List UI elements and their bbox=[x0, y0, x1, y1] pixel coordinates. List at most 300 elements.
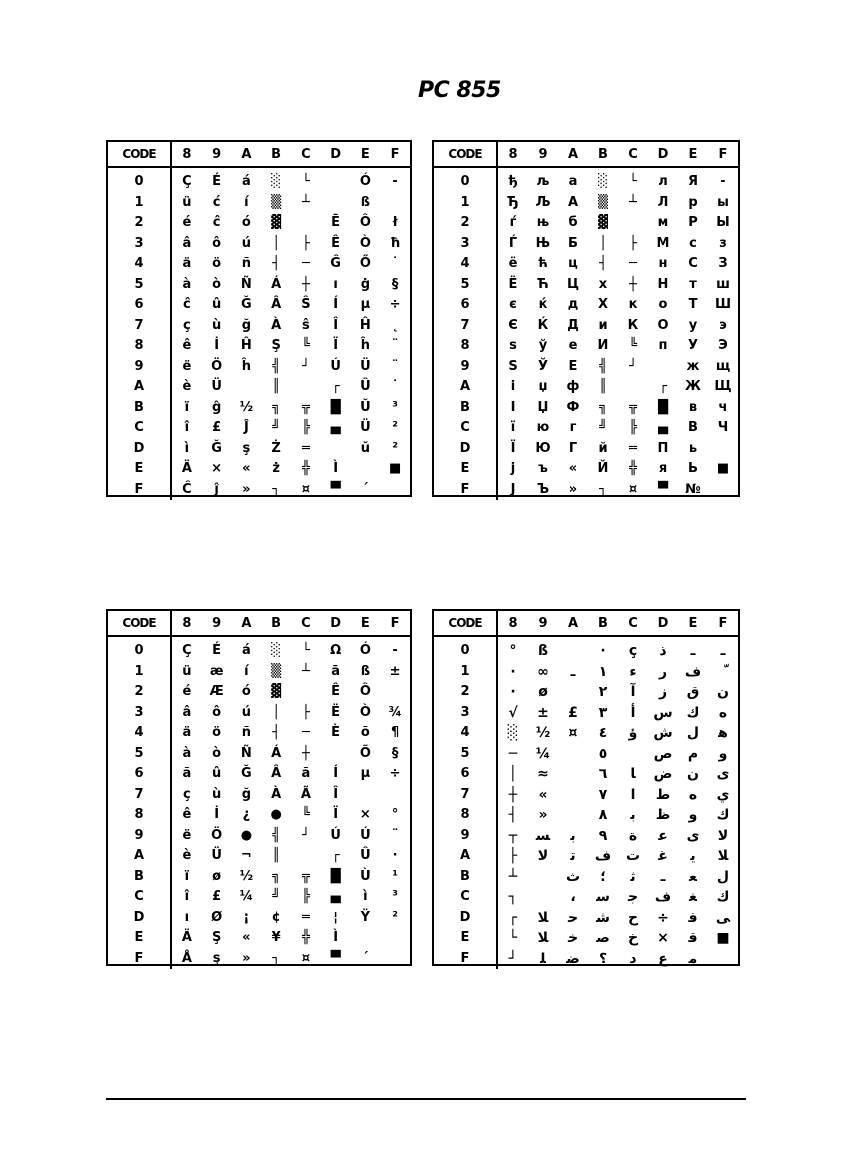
character-cell bbox=[380, 928, 410, 949]
character-cell: ч bbox=[718, 399, 728, 415]
character-cell: ½ bbox=[535, 725, 551, 741]
character-cell: █ bbox=[330, 399, 341, 415]
character-cell: │ bbox=[599, 235, 607, 251]
character-cell bbox=[618, 377, 648, 398]
character-cell: ú bbox=[241, 235, 251, 251]
character-cell: ° bbox=[391, 807, 399, 822]
character-cell: × bbox=[359, 807, 371, 822]
character-cell: á bbox=[241, 174, 251, 189]
character-cell: ╗ bbox=[272, 868, 281, 884]
character-cell: ˙ bbox=[391, 379, 399, 394]
character-cell: ┘ bbox=[508, 950, 518, 967]
character-cell: э bbox=[719, 317, 727, 333]
character-cell: ░ bbox=[271, 643, 282, 658]
character-cell: Í bbox=[333, 297, 339, 312]
character-cell: х bbox=[598, 276, 608, 292]
character-cell: ╦ bbox=[301, 868, 310, 884]
character-cell: Ü bbox=[360, 420, 371, 435]
character-cell: ╝ bbox=[272, 889, 281, 904]
character-cell: ─ bbox=[301, 256, 310, 271]
character-cell: ▄ bbox=[330, 889, 341, 904]
character-cell: █ bbox=[330, 868, 341, 884]
character-cell: Ф bbox=[566, 399, 580, 415]
character-cell: آ bbox=[630, 684, 636, 700]
code-header: CODE bbox=[434, 611, 498, 635]
character-cell: Î bbox=[333, 786, 339, 802]
character-cell: ú bbox=[241, 704, 251, 720]
character-cell: ﻙ bbox=[716, 807, 730, 823]
character-cell: ŝ bbox=[302, 317, 310, 333]
character-cell: ـ bbox=[720, 643, 726, 659]
character-cell: ┴ bbox=[629, 194, 637, 210]
column-header: F bbox=[390, 615, 400, 631]
character-cell: Є bbox=[508, 317, 518, 333]
character-cell: ٦ bbox=[598, 766, 608, 782]
character-cell: س bbox=[653, 704, 673, 721]
character-cell: │ bbox=[508, 766, 518, 782]
character-cell bbox=[558, 785, 588, 806]
character-cell: ћ bbox=[538, 256, 548, 271]
character-cell bbox=[291, 377, 321, 398]
character-cell: ▓ bbox=[271, 215, 282, 230]
character-cell: щ bbox=[715, 358, 731, 374]
row-code: 7 bbox=[134, 317, 144, 333]
character-cell: ﻭ bbox=[718, 745, 728, 762]
character-cell: К bbox=[627, 317, 639, 333]
character-cell: ة bbox=[628, 827, 638, 844]
character-cell: Ј bbox=[510, 481, 516, 497]
row-code: 4 bbox=[460, 725, 470, 740]
character-cell bbox=[708, 439, 738, 460]
character-cell: Ê bbox=[331, 684, 341, 699]
character-cell: ظ bbox=[655, 807, 671, 823]
character-cell: Û bbox=[360, 379, 371, 394]
character-cell: É bbox=[212, 174, 222, 189]
column-header: D bbox=[330, 146, 342, 162]
character-cell: З bbox=[718, 256, 728, 271]
character-cell: ى bbox=[686, 827, 700, 844]
character-cell: ● bbox=[270, 807, 282, 822]
character-cell: ╝ bbox=[272, 420, 281, 435]
character-cell: І bbox=[510, 399, 516, 415]
character-cell: ء bbox=[629, 663, 637, 680]
character-cell: Ż bbox=[271, 440, 281, 456]
character-cell: ¨ bbox=[391, 827, 399, 843]
character-cell: ║ bbox=[272, 379, 281, 394]
character-grid bbox=[498, 637, 738, 969]
column-header: 9 bbox=[538, 146, 548, 162]
character-cell: Ŝ bbox=[301, 297, 311, 312]
character-cell: ¹ bbox=[392, 868, 398, 884]
column-header: D bbox=[657, 146, 669, 162]
character-cell: к bbox=[628, 297, 638, 312]
row-code: F bbox=[460, 950, 470, 966]
character-cell: Љ bbox=[535, 194, 551, 210]
character-cell: à bbox=[182, 745, 192, 761]
character-cell: ù bbox=[211, 317, 222, 333]
character-cell: Å bbox=[181, 950, 192, 966]
character-cell bbox=[321, 744, 351, 765]
character-cell bbox=[558, 744, 588, 765]
row-code: 5 bbox=[460, 745, 470, 761]
character-cell bbox=[618, 213, 648, 234]
character-cell: ┤ bbox=[272, 725, 281, 740]
character-cell: ı bbox=[184, 909, 190, 925]
character-cell: ї bbox=[510, 420, 516, 435]
character-cell bbox=[618, 744, 648, 765]
character-cell: Ô bbox=[359, 684, 371, 699]
character-cell: Û bbox=[360, 848, 371, 863]
row-code: 5 bbox=[134, 745, 144, 761]
row-code: 5 bbox=[134, 276, 144, 292]
character-cell bbox=[558, 764, 588, 785]
character-cell: ¼ bbox=[535, 745, 551, 762]
column-header: A bbox=[241, 615, 252, 631]
character-cell: ô bbox=[212, 704, 222, 720]
character-cell: أ bbox=[630, 704, 636, 721]
character-cell: ▄ bbox=[658, 420, 668, 435]
character-cell: Ã bbox=[300, 786, 311, 802]
character-cell: ¦ bbox=[333, 909, 338, 925]
character-cell: Ü bbox=[360, 358, 371, 374]
character-cell: İ bbox=[214, 807, 220, 822]
character-cell: А bbox=[567, 194, 579, 210]
character-cell bbox=[558, 682, 588, 703]
character-cell: ● bbox=[240, 827, 253, 843]
character-cell: é bbox=[182, 684, 192, 699]
character-cell bbox=[708, 662, 738, 683]
character-cell: Ĝ bbox=[330, 256, 341, 271]
character-cell: è bbox=[182, 379, 192, 394]
character-cell: ╦ bbox=[301, 399, 310, 415]
character-cell: ь bbox=[688, 440, 698, 456]
character-cell: Ñ bbox=[240, 745, 252, 761]
character-cell: Ç bbox=[182, 643, 192, 658]
column-header: B bbox=[598, 146, 608, 162]
character-cell: ë bbox=[182, 358, 192, 374]
character-cell: ﻱ bbox=[716, 786, 730, 803]
character-cell: ؤ bbox=[628, 725, 638, 741]
character-cell: Â bbox=[271, 766, 282, 781]
character-cell: × bbox=[211, 461, 223, 476]
row-code: 6 bbox=[134, 297, 144, 312]
character-cell: ß bbox=[360, 663, 371, 679]
character-cell: À bbox=[271, 786, 282, 802]
table-header bbox=[108, 611, 410, 637]
character-cell: ± bbox=[537, 704, 549, 721]
character-cell: я bbox=[658, 461, 668, 476]
column-header: D bbox=[657, 615, 669, 631]
character-cell: ┐ bbox=[599, 481, 607, 497]
character-cell: ĵ bbox=[214, 481, 219, 497]
character-cell bbox=[291, 682, 321, 703]
character-cell: Д bbox=[567, 317, 579, 333]
character-cell: ┼ bbox=[508, 786, 518, 803]
character-cell: ط bbox=[655, 786, 671, 803]
character-cell: ╚ bbox=[301, 338, 310, 353]
character-cell: « bbox=[242, 461, 251, 476]
footer-rule bbox=[106, 1098, 746, 1100]
character-cell: ø bbox=[538, 684, 548, 700]
character-cell bbox=[528, 887, 558, 908]
character-cell: Ö bbox=[211, 827, 223, 843]
character-cell bbox=[321, 172, 351, 193]
column-header: C bbox=[301, 146, 311, 162]
character-cell: Ж bbox=[685, 379, 701, 394]
character-cell: ┘ bbox=[629, 358, 637, 374]
character-cell: ﻡ bbox=[687, 745, 699, 762]
character-cell: ¨ bbox=[391, 338, 399, 353]
character-cell: ┼ bbox=[629, 276, 637, 292]
character-cell: р bbox=[688, 194, 698, 210]
row-code-column bbox=[108, 637, 172, 969]
row-code: 4 bbox=[134, 725, 144, 740]
character-cell: О bbox=[657, 317, 669, 333]
character-cell: ï bbox=[184, 399, 190, 415]
character-cell: з bbox=[719, 235, 727, 251]
character-cell bbox=[232, 377, 262, 398]
character-cell: г bbox=[569, 420, 577, 435]
character-cell: Ő bbox=[359, 256, 371, 271]
character-cell: е bbox=[568, 338, 578, 353]
character-cell: ı bbox=[333, 276, 338, 292]
character-cell: Á bbox=[271, 745, 282, 761]
character-cell: ▓ bbox=[598, 215, 608, 230]
row-code: E bbox=[460, 461, 470, 476]
column-header: A bbox=[241, 146, 252, 162]
character-cell: а bbox=[568, 174, 578, 189]
character-cell: ع bbox=[658, 950, 668, 967]
row-code: 7 bbox=[134, 786, 144, 802]
character-cell: Ы bbox=[716, 215, 730, 230]
character-cell: ê bbox=[182, 807, 192, 822]
character-cell: ┤ bbox=[599, 256, 607, 271]
character-cell: ´ bbox=[362, 950, 369, 966]
character-cell bbox=[528, 867, 558, 888]
character-cell: ø bbox=[212, 868, 222, 884]
row-code: B bbox=[134, 868, 144, 884]
character-cell bbox=[380, 949, 410, 970]
character-cell: ŭ bbox=[360, 440, 370, 456]
character-cell: √ bbox=[508, 704, 518, 721]
character-grid bbox=[498, 168, 738, 500]
character-cell: ╗ bbox=[272, 399, 281, 415]
character-cell: ﺎ bbox=[630, 766, 636, 782]
character-cell: ╦ bbox=[629, 399, 637, 415]
character-cell: ј bbox=[510, 461, 516, 476]
character-cell: Ў bbox=[537, 358, 549, 374]
character-cell: » bbox=[538, 807, 548, 823]
column-header: 9 bbox=[212, 146, 222, 162]
row-code: 0 bbox=[134, 643, 144, 658]
character-cell: ح bbox=[627, 909, 639, 926]
character-cell: ã bbox=[301, 766, 311, 781]
character-cell: Э bbox=[718, 338, 728, 353]
character-cell: ┌ bbox=[508, 909, 518, 926]
character-cell: « bbox=[568, 461, 578, 476]
character-cell: ١ bbox=[598, 663, 608, 680]
character-cell: Ŭ bbox=[360, 399, 371, 415]
character-cell bbox=[351, 785, 381, 806]
character-cell: ٣ bbox=[598, 704, 608, 721]
character-cell: ث bbox=[565, 868, 581, 885]
character-cell bbox=[321, 193, 351, 214]
character-cell: ╣ bbox=[272, 827, 281, 843]
column-header: E bbox=[688, 146, 698, 162]
column-header: D bbox=[330, 615, 342, 631]
character-grid bbox=[172, 637, 410, 969]
character-cell: ٨ bbox=[598, 807, 608, 823]
code-table-latin bbox=[106, 140, 412, 497]
row-code: 0 bbox=[460, 643, 470, 658]
character-cell: Ĥ bbox=[359, 317, 371, 333]
character-cell: ć bbox=[212, 194, 221, 210]
character-cell: ż bbox=[272, 461, 280, 476]
character-cell: Ä bbox=[181, 461, 192, 476]
character-cell: Ñ bbox=[240, 276, 252, 292]
character-cell: Ş bbox=[211, 930, 222, 945]
character-cell: · bbox=[510, 663, 516, 680]
row-code: 1 bbox=[460, 663, 470, 679]
row-code: 1 bbox=[460, 194, 470, 210]
character-cell: Õ bbox=[359, 745, 371, 761]
row-code-column bbox=[108, 168, 172, 500]
character-cell: ü bbox=[182, 194, 192, 210]
character-cell: н bbox=[658, 256, 668, 271]
character-cell: Ú bbox=[330, 827, 341, 843]
character-cell: ـ bbox=[660, 868, 666, 885]
character-cell: µ bbox=[360, 766, 371, 781]
character-cell: Â bbox=[271, 297, 282, 312]
character-cell: ╣ bbox=[272, 358, 281, 374]
character-cell: ﻻ bbox=[717, 827, 729, 844]
character-cell: - bbox=[720, 174, 726, 189]
character-cell: ş bbox=[212, 950, 221, 966]
character-cell: ┐ bbox=[508, 889, 518, 905]
row-code: 9 bbox=[134, 827, 144, 843]
character-cell: í bbox=[244, 663, 249, 679]
character-cell: Ē bbox=[331, 215, 341, 230]
character-cell: Ş bbox=[271, 338, 281, 353]
character-cell: │ bbox=[272, 704, 281, 720]
character-cell: ﻳ bbox=[690, 848, 696, 864]
character-cell bbox=[380, 682, 410, 703]
character-cell bbox=[380, 480, 410, 501]
character-cell: ì bbox=[363, 889, 368, 904]
column-header: C bbox=[628, 615, 638, 631]
character-cell: « bbox=[538, 786, 548, 803]
character-cell: ﻣ bbox=[688, 950, 698, 967]
character-cell: Ì bbox=[333, 461, 339, 476]
character-cell: ٧ bbox=[598, 786, 608, 803]
table-header bbox=[108, 142, 410, 168]
character-cell: ┐ bbox=[272, 950, 281, 966]
character-cell: » bbox=[242, 481, 251, 497]
character-cell: ═ bbox=[301, 909, 310, 925]
character-cell: ½ bbox=[239, 399, 254, 415]
character-cell: ﻼ bbox=[537, 930, 549, 946]
character-cell: ô bbox=[212, 235, 222, 251]
row-code: 1 bbox=[134, 194, 144, 210]
character-cell: │ bbox=[272, 235, 281, 251]
character-cell: Г bbox=[568, 440, 578, 456]
character-cell: ﺑ bbox=[570, 827, 576, 844]
character-cell: ┴ bbox=[301, 663, 310, 679]
column-header: E bbox=[360, 146, 370, 162]
character-cell: Ĥ bbox=[240, 338, 252, 353]
character-cell: « bbox=[242, 930, 251, 945]
column-header: A bbox=[567, 615, 579, 631]
character-cell bbox=[380, 785, 410, 806]
character-cell: ﻼ bbox=[537, 909, 549, 926]
character-cell: ﻰ bbox=[715, 909, 731, 926]
character-cell: ê bbox=[182, 338, 192, 353]
character-cell: ╝ bbox=[599, 420, 607, 435]
character-cell: · bbox=[392, 848, 398, 863]
row-code: C bbox=[134, 420, 144, 435]
character-cell: ¤ bbox=[301, 481, 311, 497]
character-cell: £ bbox=[212, 420, 222, 435]
character-cell: ├ bbox=[508, 848, 518, 864]
character-cell: ¤ bbox=[301, 950, 311, 966]
character-cell: ﻐ bbox=[689, 889, 697, 905]
character-cell: À bbox=[271, 317, 282, 333]
character-cell: İ bbox=[214, 338, 220, 353]
character-cell: ³ bbox=[392, 399, 398, 415]
character-cell: · bbox=[600, 643, 606, 659]
character-cell: Ќ bbox=[537, 317, 549, 333]
character-cell: ﻯ bbox=[716, 766, 730, 782]
column-header: B bbox=[271, 615, 282, 631]
character-cell: õ bbox=[360, 725, 370, 740]
column-header: F bbox=[390, 146, 400, 162]
character-cell: ÷ bbox=[657, 909, 669, 926]
character-cell: » bbox=[568, 481, 578, 497]
character-cell: ¢ bbox=[271, 909, 281, 925]
character-cell: ┐ bbox=[272, 481, 281, 497]
row-code: 1 bbox=[134, 663, 144, 679]
character-cell: Ä bbox=[181, 930, 192, 945]
character-cell: ã bbox=[182, 766, 192, 781]
character-cell: Ò bbox=[359, 235, 371, 251]
character-cell: خ bbox=[627, 930, 639, 946]
character-cell: ĝ bbox=[211, 399, 222, 415]
row-code: 8 bbox=[460, 807, 470, 822]
character-cell: Ì bbox=[333, 930, 339, 945]
character-cell: ├ bbox=[301, 704, 310, 720]
character-cell: о bbox=[658, 297, 668, 312]
character-cell: і bbox=[510, 379, 516, 394]
character-cell: ä bbox=[182, 256, 192, 271]
character-cell: л bbox=[658, 174, 668, 189]
character-cell: ł bbox=[392, 215, 398, 230]
character-cell: Ò bbox=[359, 704, 371, 720]
character-cell: ░ bbox=[507, 725, 519, 741]
character-cell: Ѕ bbox=[508, 358, 518, 374]
character-cell: ـ bbox=[690, 643, 696, 659]
column-header: 8 bbox=[508, 146, 518, 162]
character-cell: № bbox=[685, 481, 701, 497]
character-cell: Ч bbox=[717, 420, 729, 435]
character-cell: ş bbox=[242, 440, 251, 456]
character-cell: ┤ bbox=[272, 256, 281, 271]
column-header: C bbox=[628, 146, 638, 162]
character-cell: µ bbox=[360, 297, 371, 312]
character-cell: п bbox=[658, 338, 668, 353]
character-cell: ﻑ bbox=[594, 848, 612, 864]
character-cell: ù bbox=[211, 786, 222, 802]
character-cell: ﻠ bbox=[540, 950, 546, 967]
